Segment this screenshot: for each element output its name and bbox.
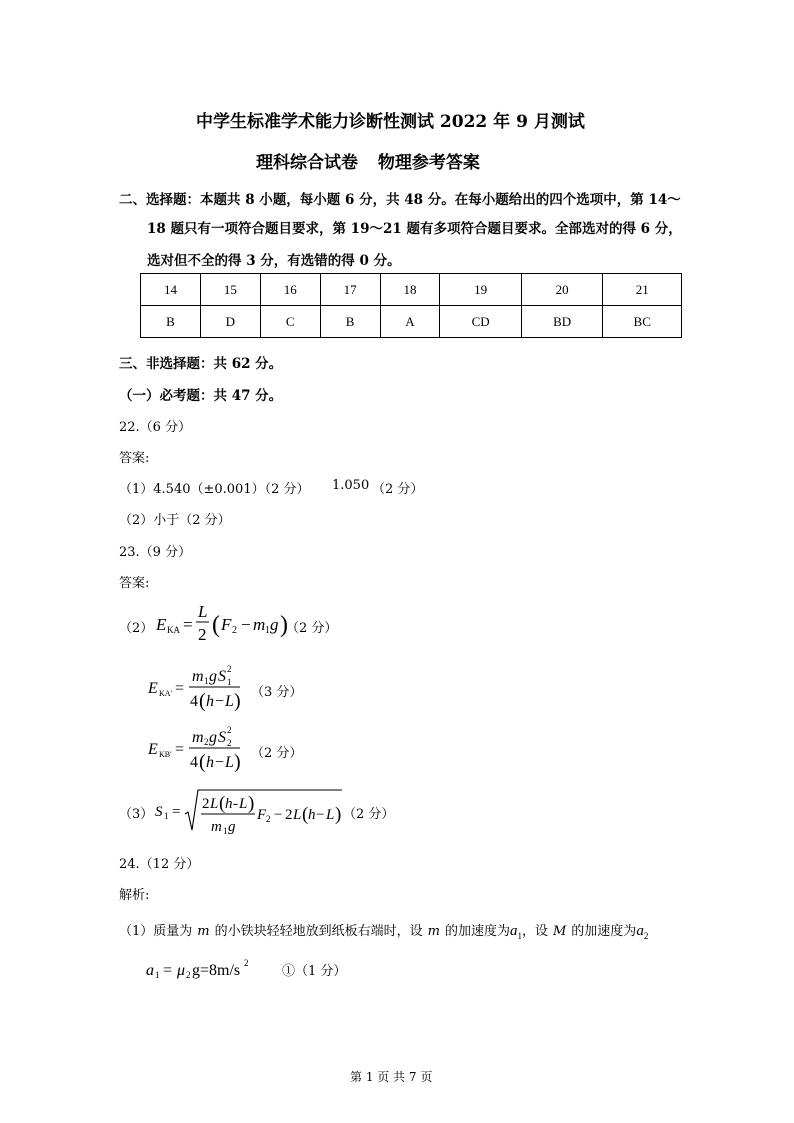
svg-text:2: 2 [202, 796, 210, 812]
svg-text:m: m [253, 615, 266, 634]
table-cell: 17 [320, 274, 380, 306]
svg-text:E: E [148, 741, 158, 758]
svg-text:KA: KA [167, 625, 180, 635]
svg-text:KB': KB' [159, 750, 172, 759]
q22-part1-value: 1.050 [332, 478, 370, 493]
q23-part2-prefix: （2） [119, 621, 154, 636]
q24-text: 的加速度为 [444, 924, 510, 939]
svg-text:g=8m/s: g=8m/s [192, 962, 241, 979]
svg-text:h: h [206, 693, 214, 710]
svg-text:-: - [233, 796, 238, 812]
q22-label: 22.（6 分） [119, 420, 192, 435]
svg-text:m: m [192, 729, 204, 746]
svg-text:L: L [225, 754, 234, 771]
svg-text:=: = [175, 741, 185, 758]
svg-text:−: − [241, 615, 251, 634]
q24-a1-symbol: $a_1$ [509, 923, 522, 941]
q23-f4-score: （2 分） [343, 807, 395, 822]
q22-answer-label: 答案: [119, 451, 150, 466]
svg-text:g: g [209, 668, 217, 685]
q24-a2-symbol: $a_2$ [636, 923, 649, 941]
table-cell: BC [603, 306, 682, 338]
table-cell: CD [440, 306, 522, 338]
svg-text:1: 1 [204, 676, 209, 686]
page-footer: 第 1 页 共 7 页 [350, 1070, 433, 1084]
svg-text:F: F [257, 807, 267, 823]
svg-text:4: 4 [190, 693, 198, 710]
svg-text:2: 2 [232, 625, 237, 636]
svg-text:=: = [163, 962, 173, 979]
q24-text: 的小铁块轻轻地放到纸板右端时，设 [214, 924, 423, 939]
q24-eq-score: ①（1 分） [282, 964, 347, 979]
svg-text:2: 2 [244, 958, 249, 968]
svg-text:2: 2 [266, 814, 271, 824]
q24-var-m: m [197, 924, 210, 939]
q24-var-m: m [427, 924, 440, 939]
q23-label: 23.（9 分） [119, 545, 192, 560]
svg-text:1: 1 [223, 826, 228, 836]
q24-label: 24.（12 分） [119, 857, 200, 872]
svg-text:−: − [215, 754, 225, 771]
section2-line2: 18 题只有一项符合题目要求，第 19～21 题有多项符合题目要求。全部选对的得 6 分， [147, 221, 682, 237]
svg-text:−: − [274, 807, 283, 823]
q22-part1: （1）4.540（±0.001）（2 分） [119, 482, 310, 497]
svg-text:m: m [192, 668, 204, 685]
svg-text:): ) [280, 612, 288, 638]
formula-s1 [152, 786, 346, 838]
svg-text:h: h [308, 807, 316, 823]
q22-part1-score: （2 分） [372, 482, 424, 497]
svg-text:4: 4 [190, 754, 198, 771]
svg-text:g: g [209, 729, 217, 746]
svg-text:L: L [293, 807, 302, 823]
svg-text:1: 1 [227, 677, 232, 687]
svg-text:g: g [228, 819, 236, 835]
table-cell: 14 [141, 274, 201, 306]
table-cell: C [260, 306, 320, 338]
table-row-numbers [141, 274, 682, 306]
q23-f1-score: （2 分） [286, 621, 338, 636]
svg-text:(: ( [199, 751, 206, 772]
table-cell: 19 [440, 274, 522, 306]
q23-answer-label: 答案: [119, 576, 150, 591]
svg-text:=: = [175, 680, 185, 697]
svg-text:(: ( [219, 793, 226, 814]
svg-text:a: a [146, 962, 154, 979]
svg-text:): ) [335, 804, 342, 825]
svg-text:2: 2 [204, 737, 209, 747]
svg-text:−: − [316, 807, 325, 823]
svg-text:(: ( [302, 804, 309, 825]
svg-text:): ) [248, 793, 255, 814]
svg-text:2: 2 [198, 625, 207, 644]
svg-text:(: ( [199, 690, 206, 711]
svg-text:KA': KA' [159, 689, 172, 698]
answer-table [140, 273, 682, 338]
svg-text:L: L [239, 796, 248, 812]
svg-text:=: = [172, 804, 181, 820]
svg-text:=: = [183, 615, 193, 634]
q23-part3-prefix: （3） [119, 807, 154, 822]
table-cell: D [200, 306, 260, 338]
page-subtitle: 理科综合试卷 物理参考答案 [256, 153, 480, 173]
svg-text:S: S [218, 668, 226, 685]
section3-heading: 三、非选择题：共 62 分。 [119, 356, 283, 372]
svg-text:−: − [215, 693, 225, 710]
svg-text:2: 2 [227, 725, 232, 735]
svg-text:μ: μ [177, 962, 186, 979]
q24-part1-line [119, 920, 648, 941]
svg-text:g: g [270, 615, 279, 634]
section2-line1: 二、选择题：本题共 8 小题，每小题 6 分，共 48 分。在每小题给出的四个选项中，第 14～ [119, 192, 681, 208]
svg-text:(: ( [212, 612, 220, 638]
q24-analysis-label: 解析: [119, 888, 150, 903]
svg-text:2: 2 [227, 738, 232, 748]
table-cell: B [141, 306, 201, 338]
table-cell: 21 [603, 274, 682, 306]
svg-text:): ) [234, 690, 241, 711]
svg-text:1: 1 [155, 970, 160, 980]
table-cell: 16 [260, 274, 320, 306]
q22-part2: （2）小于（2 分） [119, 513, 231, 528]
table-cell: 18 [380, 274, 440, 306]
formula-eka-prime [146, 663, 256, 711]
svg-text:h: h [225, 796, 233, 812]
svg-text:L: L [326, 807, 335, 823]
table-cell: B [320, 306, 380, 338]
section3-subheading: （一）必考题：共 47 分。 [119, 388, 283, 404]
svg-text:L: L [225, 693, 234, 710]
q23-f3-score: （2 分） [251, 746, 303, 761]
svg-text:S: S [155, 804, 163, 820]
svg-text:L: L [198, 602, 208, 621]
svg-text:L: L [210, 796, 219, 812]
svg-text:2: 2 [186, 970, 191, 980]
formula-ekb-prime [146, 724, 256, 772]
svg-text:h: h [206, 754, 214, 771]
svg-text:): ) [234, 751, 241, 772]
table-cell: 20 [521, 274, 603, 306]
svg-text:F: F [221, 615, 232, 634]
svg-text:E: E [156, 615, 167, 634]
table-cell: BD [521, 306, 603, 338]
table-row-answers [141, 306, 682, 338]
svg-text:m: m [211, 819, 222, 835]
svg-text:E: E [148, 680, 158, 697]
q24-text: ，设 [521, 924, 548, 939]
svg-text:1: 1 [164, 811, 169, 821]
page-title: 中学生标准学术能力诊断性测试 2022 年 9 月测试 [196, 112, 585, 132]
q24-text: （1）质量为 [119, 924, 193, 939]
formula-a1 [144, 954, 264, 984]
q23-f2-score: （3 分） [251, 685, 303, 700]
svg-text:1: 1 [265, 625, 270, 636]
q24-var-M: M [552, 924, 567, 939]
table-cell: 15 [200, 274, 260, 306]
svg-text:2: 2 [227, 664, 232, 674]
svg-text:2: 2 [285, 807, 293, 823]
section2-line3: 选对但不全的得 3 分，有选错的得 0 分。 [147, 253, 401, 269]
svg-text:S: S [218, 729, 226, 746]
table-cell: A [380, 306, 440, 338]
q24-text: 的加速度为 [571, 924, 637, 939]
